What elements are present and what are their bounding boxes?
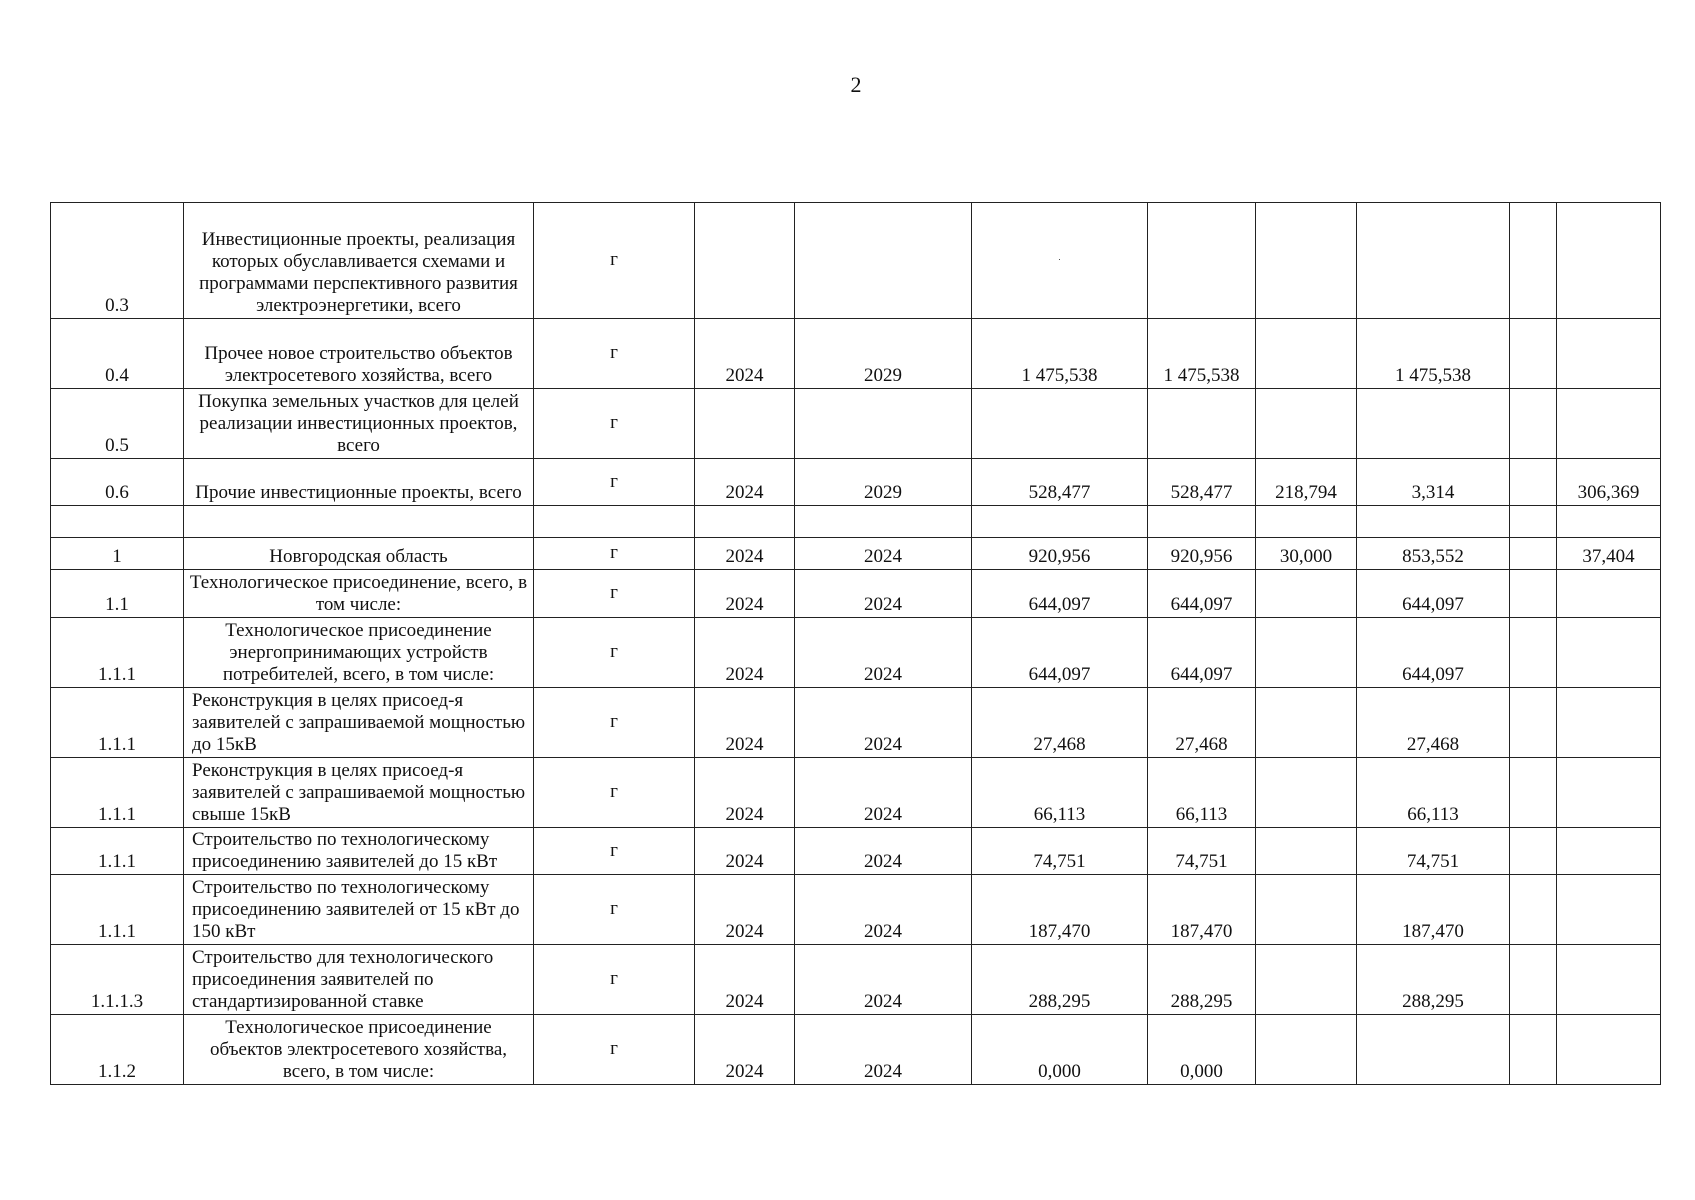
row-start-year [695, 389, 795, 459]
row-value-5 [1510, 319, 1557, 389]
row-value-3 [1256, 319, 1357, 389]
row-value-1: 644,097 [972, 618, 1148, 688]
table-row [51, 459, 1661, 506]
row-end-year [795, 506, 972, 538]
row-value-2: 187,470 [1148, 875, 1256, 945]
row-value-2 [1148, 506, 1256, 538]
row-unit: г [534, 618, 695, 688]
row-value-3: 218,794 [1256, 459, 1357, 506]
row-value-5 [1510, 945, 1557, 1015]
row-unit: г [534, 828, 695, 875]
row-start-year: 2024 [695, 758, 795, 828]
row-start-year: 2024 [695, 875, 795, 945]
row-value-3: 30,000 [1256, 538, 1357, 570]
row-code: 1 [51, 538, 184, 570]
row-value-2: 288,295 [1148, 945, 1256, 1015]
row-value-6 [1557, 319, 1661, 389]
row-value-4 [1357, 203, 1510, 319]
row-code: 1.1.1 [51, 688, 184, 758]
row-name: Новгородская область [184, 538, 534, 570]
row-value-5 [1510, 618, 1557, 688]
row-value-3 [1256, 758, 1357, 828]
row-value-3 [1256, 688, 1357, 758]
row-value-6 [1557, 828, 1661, 875]
row-unit: г [534, 203, 695, 319]
row-value-2: 644,097 [1148, 618, 1256, 688]
row-value-6 [1557, 506, 1661, 538]
row-code: 0.5 [51, 389, 184, 459]
row-start-year [695, 203, 795, 319]
row-start-year: 2024 [695, 618, 795, 688]
row-start-year [695, 506, 795, 538]
row-name: Строительство для технологического присоединения заявителей по стандартизированной ставке [184, 945, 534, 1015]
row-value-2: 74,751 [1148, 828, 1256, 875]
row-value-6 [1557, 618, 1661, 688]
row-value-1: 187,470 [972, 875, 1148, 945]
row-code: 1.1.1 [51, 758, 184, 828]
row-unit: г [534, 875, 695, 945]
row-start-year: 2024 [695, 1015, 795, 1085]
row-name: Прочее новое строительство объектов электросетевого хозяйства, всего [184, 319, 534, 389]
row-value-2: 66,113 [1148, 758, 1256, 828]
row-value-3 [1256, 828, 1357, 875]
row-code: 0.4 [51, 319, 184, 389]
row-value-2 [1148, 389, 1256, 459]
table-row [51, 570, 1661, 618]
row-code [51, 506, 184, 538]
row-value-1: 1 475,538 [972, 319, 1148, 389]
row-code: 1.1.1 [51, 875, 184, 945]
row-value-1: 644,097 [972, 570, 1148, 618]
row-unit: г [534, 1015, 695, 1085]
row-value-5 [1510, 506, 1557, 538]
row-value-2: 1 475,538 [1148, 319, 1256, 389]
table-row [51, 618, 1661, 688]
row-end-year: 2024 [795, 945, 972, 1015]
table-row [51, 875, 1661, 945]
row-end-year: 2024 [795, 618, 972, 688]
row-value-5 [1510, 203, 1557, 319]
row-name: Прочие инвестиционные проекты, всего [184, 459, 534, 506]
row-code: 1.1.2 [51, 1015, 184, 1085]
row-value-6 [1557, 688, 1661, 758]
row-value-5 [1510, 389, 1557, 459]
row-name [184, 506, 534, 538]
table-row [51, 828, 1661, 875]
row-end-year [795, 203, 972, 319]
row-value-3 [1256, 506, 1357, 538]
row-name: Реконструкция в целях присоед-я заявителей с запрашиваемой мощностью до 15кВ [184, 688, 534, 758]
row-value-1: 27,468 [972, 688, 1148, 758]
row-value-5 [1510, 1015, 1557, 1085]
row-end-year [795, 389, 972, 459]
row-name: Строительство по технологическому присоединению заявителей от 15 кВт до 150 кВт [184, 875, 534, 945]
row-value-6 [1557, 1015, 1661, 1085]
row-name: Покупка земельных участков для целей реализации инвестиционных проектов, всего [184, 389, 534, 459]
row-value-1: 0,000 [972, 1015, 1148, 1085]
row-end-year: 2029 [795, 319, 972, 389]
row-value-4: 66,113 [1357, 758, 1510, 828]
row-code: 0.3 [51, 203, 184, 319]
row-value-1: 528,477 [972, 459, 1148, 506]
row-value-6 [1557, 570, 1661, 618]
row-name: Технологическое присоединение, всего, в том числе: [184, 570, 534, 618]
row-value-3 [1256, 945, 1357, 1015]
row-value-5 [1510, 688, 1557, 758]
row-unit: г [534, 389, 695, 459]
row-value-4: 3,314 [1357, 459, 1510, 506]
row-value-6 [1557, 203, 1661, 319]
row-value-2: 0,000 [1148, 1015, 1256, 1085]
row-end-year: 2024 [795, 570, 972, 618]
row-start-year: 2024 [695, 828, 795, 875]
row-value-6 [1557, 758, 1661, 828]
row-value-4 [1357, 389, 1510, 459]
table-row [51, 319, 1661, 389]
row-value-5 [1510, 570, 1557, 618]
row-end-year: 2024 [795, 1015, 972, 1085]
row-unit: г [534, 319, 695, 389]
row-value-6: 37,404 [1557, 538, 1661, 570]
row-mark: · [1058, 255, 1061, 265]
row-value-1: 74,751 [972, 828, 1148, 875]
table-row [51, 758, 1661, 828]
row-end-year: 2029 [795, 459, 972, 506]
page-number: 2 [850, 72, 862, 97]
table-row [51, 945, 1661, 1015]
row-unit: г [534, 945, 695, 1015]
row-code: 1.1.1.3 [51, 945, 184, 1015]
table-row [51, 389, 1661, 459]
row-value-3 [1256, 1015, 1357, 1085]
table-row [51, 506, 1661, 538]
row-value-3 [1256, 203, 1357, 319]
row-end-year: 2024 [795, 875, 972, 945]
row-value-4: 644,097 [1357, 570, 1510, 618]
row-unit: г [534, 688, 695, 758]
row-value-4: 74,751 [1357, 828, 1510, 875]
row-value-4 [1357, 1015, 1510, 1085]
investment-table [50, 202, 1661, 1085]
row-unit: г [534, 570, 695, 618]
row-name: Технологическое присоединение объектов электросетевого хозяйства, всего, в том числе: [184, 1015, 534, 1085]
row-value-2: 920,956 [1148, 538, 1256, 570]
row-code: 1.1.1 [51, 618, 184, 688]
row-code: 1.1 [51, 570, 184, 618]
row-value-4: 853,552 [1357, 538, 1510, 570]
row-value-2: 644,097 [1148, 570, 1256, 618]
row-value-1: 66,113 [972, 758, 1148, 828]
row-start-year: 2024 [695, 945, 795, 1015]
row-value-5 [1510, 828, 1557, 875]
row-value-1 [972, 203, 1148, 319]
table-row [51, 203, 1661, 319]
row-end-year: 2024 [795, 828, 972, 875]
row-value-6: 306,369 [1557, 459, 1661, 506]
row-name: Строительство по технологическому присоединению заявителей до 15 кВт [184, 828, 534, 875]
row-unit [534, 506, 695, 538]
row-value-2: 528,477 [1148, 459, 1256, 506]
table-row [51, 1015, 1661, 1085]
row-name: Инвестиционные проекты, реализация которых обуславливается схемами и программами перспективного развития электроэнергетики, всего [184, 203, 534, 319]
row-unit: г [534, 459, 695, 506]
row-name: Реконструкция в целях присоед-я заявителей с запрашиваемой мощностью свыше 15кВ [184, 758, 534, 828]
row-value-4: 27,468 [1357, 688, 1510, 758]
row-start-year: 2024 [695, 688, 795, 758]
row-name: Технологическое присоединение энергопринимающих устройств потребителей, всего, в том числе: [184, 618, 534, 688]
row-code: 1.1.1 [51, 828, 184, 875]
row-value-3 [1256, 875, 1357, 945]
row-end-year: 2024 [795, 538, 972, 570]
table-row [51, 538, 1661, 570]
row-value-6 [1557, 875, 1661, 945]
row-unit: г [534, 758, 695, 828]
row-value-2: 27,468 [1148, 688, 1256, 758]
row-value-1 [972, 506, 1148, 538]
row-unit: г [534, 538, 695, 570]
row-value-1: 920,956 [972, 538, 1148, 570]
row-start-year: 2024 [695, 538, 795, 570]
row-value-2 [1148, 203, 1256, 319]
table-row [51, 688, 1661, 758]
row-value-4 [1357, 506, 1510, 538]
row-value-3 [1256, 389, 1357, 459]
row-value-1: 288,295 [972, 945, 1148, 1015]
row-end-year: 2024 [795, 758, 972, 828]
row-value-5 [1510, 875, 1557, 945]
row-value-3 [1256, 570, 1357, 618]
row-end-year: 2024 [795, 688, 972, 758]
row-value-5 [1510, 758, 1557, 828]
row-value-4: 644,097 [1357, 618, 1510, 688]
row-value-3 [1256, 618, 1357, 688]
row-start-year: 2024 [695, 570, 795, 618]
row-start-year: 2024 [695, 319, 795, 389]
row-value-1 [972, 389, 1148, 459]
row-value-5 [1510, 459, 1557, 506]
row-value-4: 1 475,538 [1357, 319, 1510, 389]
row-code: 0.6 [51, 459, 184, 506]
row-value-5 [1510, 538, 1557, 570]
row-value-4: 187,470 [1357, 875, 1510, 945]
row-start-year: 2024 [695, 459, 795, 506]
row-value-6 [1557, 389, 1661, 459]
row-value-4: 288,295 [1357, 945, 1510, 1015]
row-value-6 [1557, 945, 1661, 1015]
